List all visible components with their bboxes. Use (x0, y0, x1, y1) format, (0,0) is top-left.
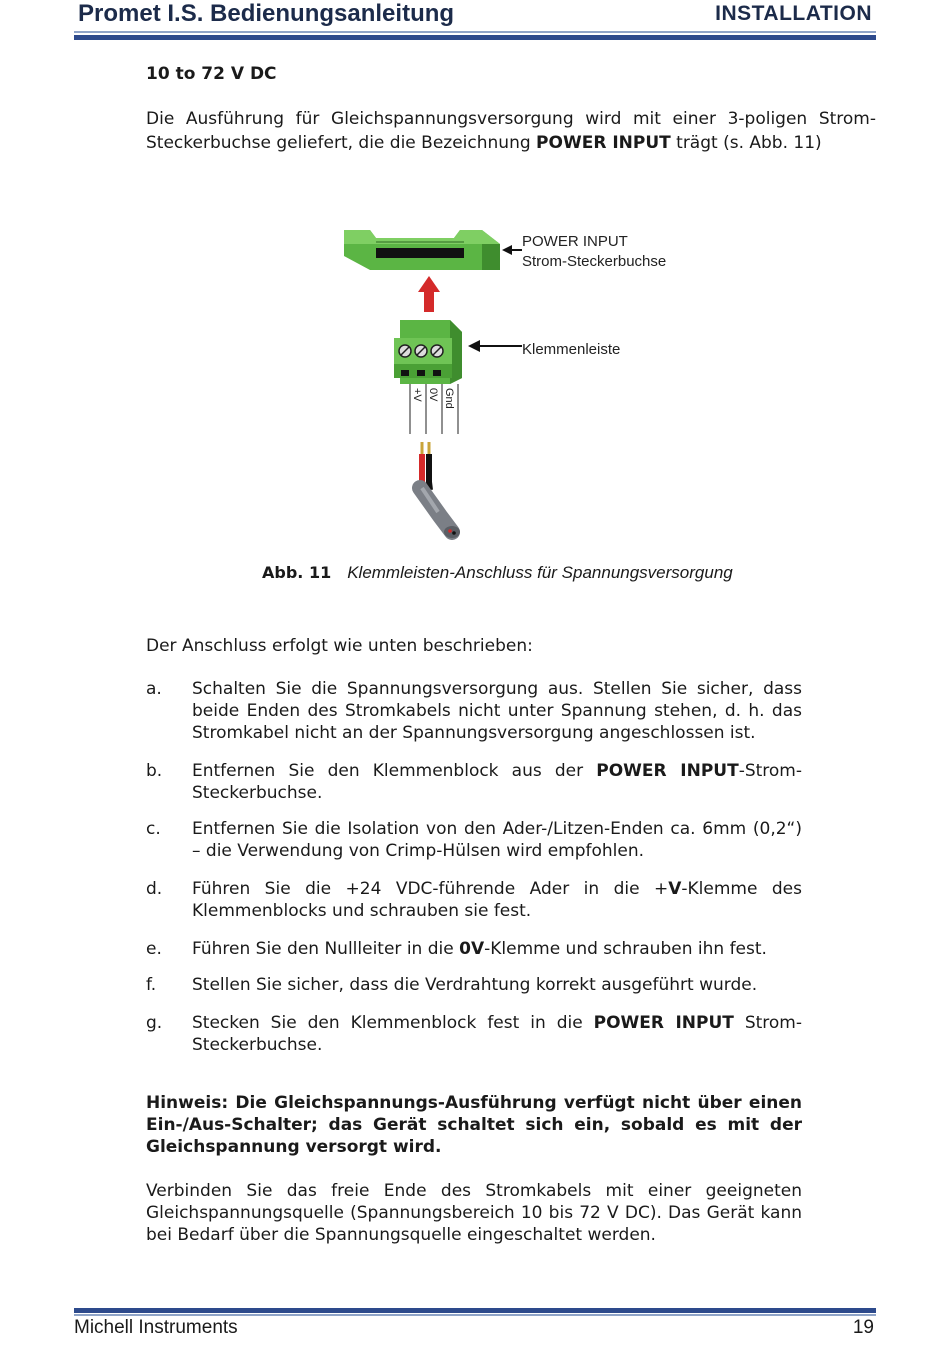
header-section: INSTALLATION (715, 2, 872, 25)
step-text-after: -Strom-Steckerbuchse. (192, 761, 802, 803)
terminal-diagram (330, 220, 690, 540)
step-body (192, 1012, 802, 1056)
step-letter: d. (146, 879, 163, 899)
label-terminal: Klemmenleiste (522, 341, 621, 358)
step-letter: b. (146, 761, 163, 781)
step-bold: V (668, 879, 682, 899)
intro-paragraph (146, 107, 876, 155)
step-bold: POWER INPUT (596, 761, 739, 781)
step-text: Stellen Sie sicher, dass die Verdrahtung korrekt ausgeführt wurde. (192, 975, 758, 995)
label-power-input: POWER INPUT (522, 233, 628, 250)
footer-company: Michell Instruments (74, 1317, 238, 1338)
power-input-socket (344, 230, 500, 270)
footer-rule-thick (74, 1308, 876, 1313)
caption-number: Abb. 11 (262, 563, 332, 582)
lead-sentence: Der Anschluss erfolgt wie unten beschrieben: (146, 636, 533, 656)
terminal-block (394, 320, 462, 384)
step-text: Entfernen Sie den Klemmenblock aus der (192, 761, 597, 781)
header-rule-thick (74, 35, 876, 40)
step-body (192, 974, 802, 996)
red-arrow (418, 276, 440, 312)
note-paragraph: Hinweis: Die Gleichspannungs-Ausführung verfügt nicht über einen Ein-/Aus-Schalter; das Gerät schaltet sich ein, sobald es mit der Gleichspannung versorgt wird. (146, 1093, 802, 1157)
intro-text-2: trägt (s. Abb. 11) (670, 133, 822, 153)
step-body (192, 678, 802, 744)
intro-bold: POWER INPUT (536, 133, 671, 153)
step-text: Stecken Sie den Klemmenblock fest in die (192, 1013, 594, 1033)
step-body (192, 760, 802, 804)
step-text-after: -Klemme und schrauben ihn fest. (484, 939, 767, 959)
closing-paragraph: Verbinden Sie das freie Ende des Stromkabels mit einer geeigneten Gleichspannungsquelle (Spannungsbereich 10 bis 72 V DC). Das Gerät kann bei Bedarf über die Spannungsquelle eingeschaltet werden. (146, 1181, 802, 1245)
step-letter: c. (146, 819, 161, 839)
step-text-after: Strom-Steckerbuchse. (192, 1013, 802, 1055)
caption-text: Klemmleisten-Anschluss für Spannungsversorgung (347, 563, 733, 582)
intro-text-1: Die Ausführung für Gleichspannungsversorgung wird mit einer 3-poligen Strom-Steckerbuchse geliefert, die die Bezeichnung (146, 109, 876, 153)
step-body (192, 938, 802, 960)
step-letter: e. (146, 939, 162, 959)
step-letter: f. (146, 975, 157, 995)
pin-label-0v: 0V (427, 388, 439, 402)
step-text: Schalten Sie die Spannungsversorgung aus. Stellen Sie sicher, dass beide Enden des Stromkabels nicht unter Spannung stehen, d. h. das Stromkabel nicht an der Spannungsversorgung angeschlossen ist. (192, 679, 802, 743)
step-text: Entfernen Sie die Isolation von den Ader-/Litzen-Enden ca. 6mm (0,2“) – die Verwendung von Crimp-Hülsen wird empfohlen. (192, 819, 802, 861)
page-number: 19 (852, 1317, 874, 1338)
figure-caption (262, 563, 733, 583)
section-title: 10 to 72 V DC (146, 64, 277, 84)
step-letter: g. (146, 1013, 163, 1033)
step-letter: a. (146, 679, 162, 699)
step-body (192, 818, 802, 862)
header-rule-thin (74, 31, 876, 33)
step-bold: 0V (459, 939, 485, 959)
pin-label-gnd: Gnd (443, 388, 455, 409)
header-title: Promet I.S. Bedienungsanleitung (78, 0, 455, 27)
power-cable (420, 442, 460, 538)
label-socket: Strom-Steckerbuchse (522, 253, 667, 270)
step-bold: POWER INPUT (593, 1013, 734, 1033)
step-text-after: -Klemme des Klemmenblocks und schrauben sie fest. (192, 879, 802, 921)
step-text: Führen Sie den Nullleiter in die (192, 939, 460, 959)
step-text: Führen Sie die +24 VDC-führende Ader in die + (192, 879, 669, 899)
pin-label-plus-v: +V (411, 388, 423, 402)
step-body (192, 878, 802, 922)
footer-rule-thin (74, 1314, 876, 1316)
